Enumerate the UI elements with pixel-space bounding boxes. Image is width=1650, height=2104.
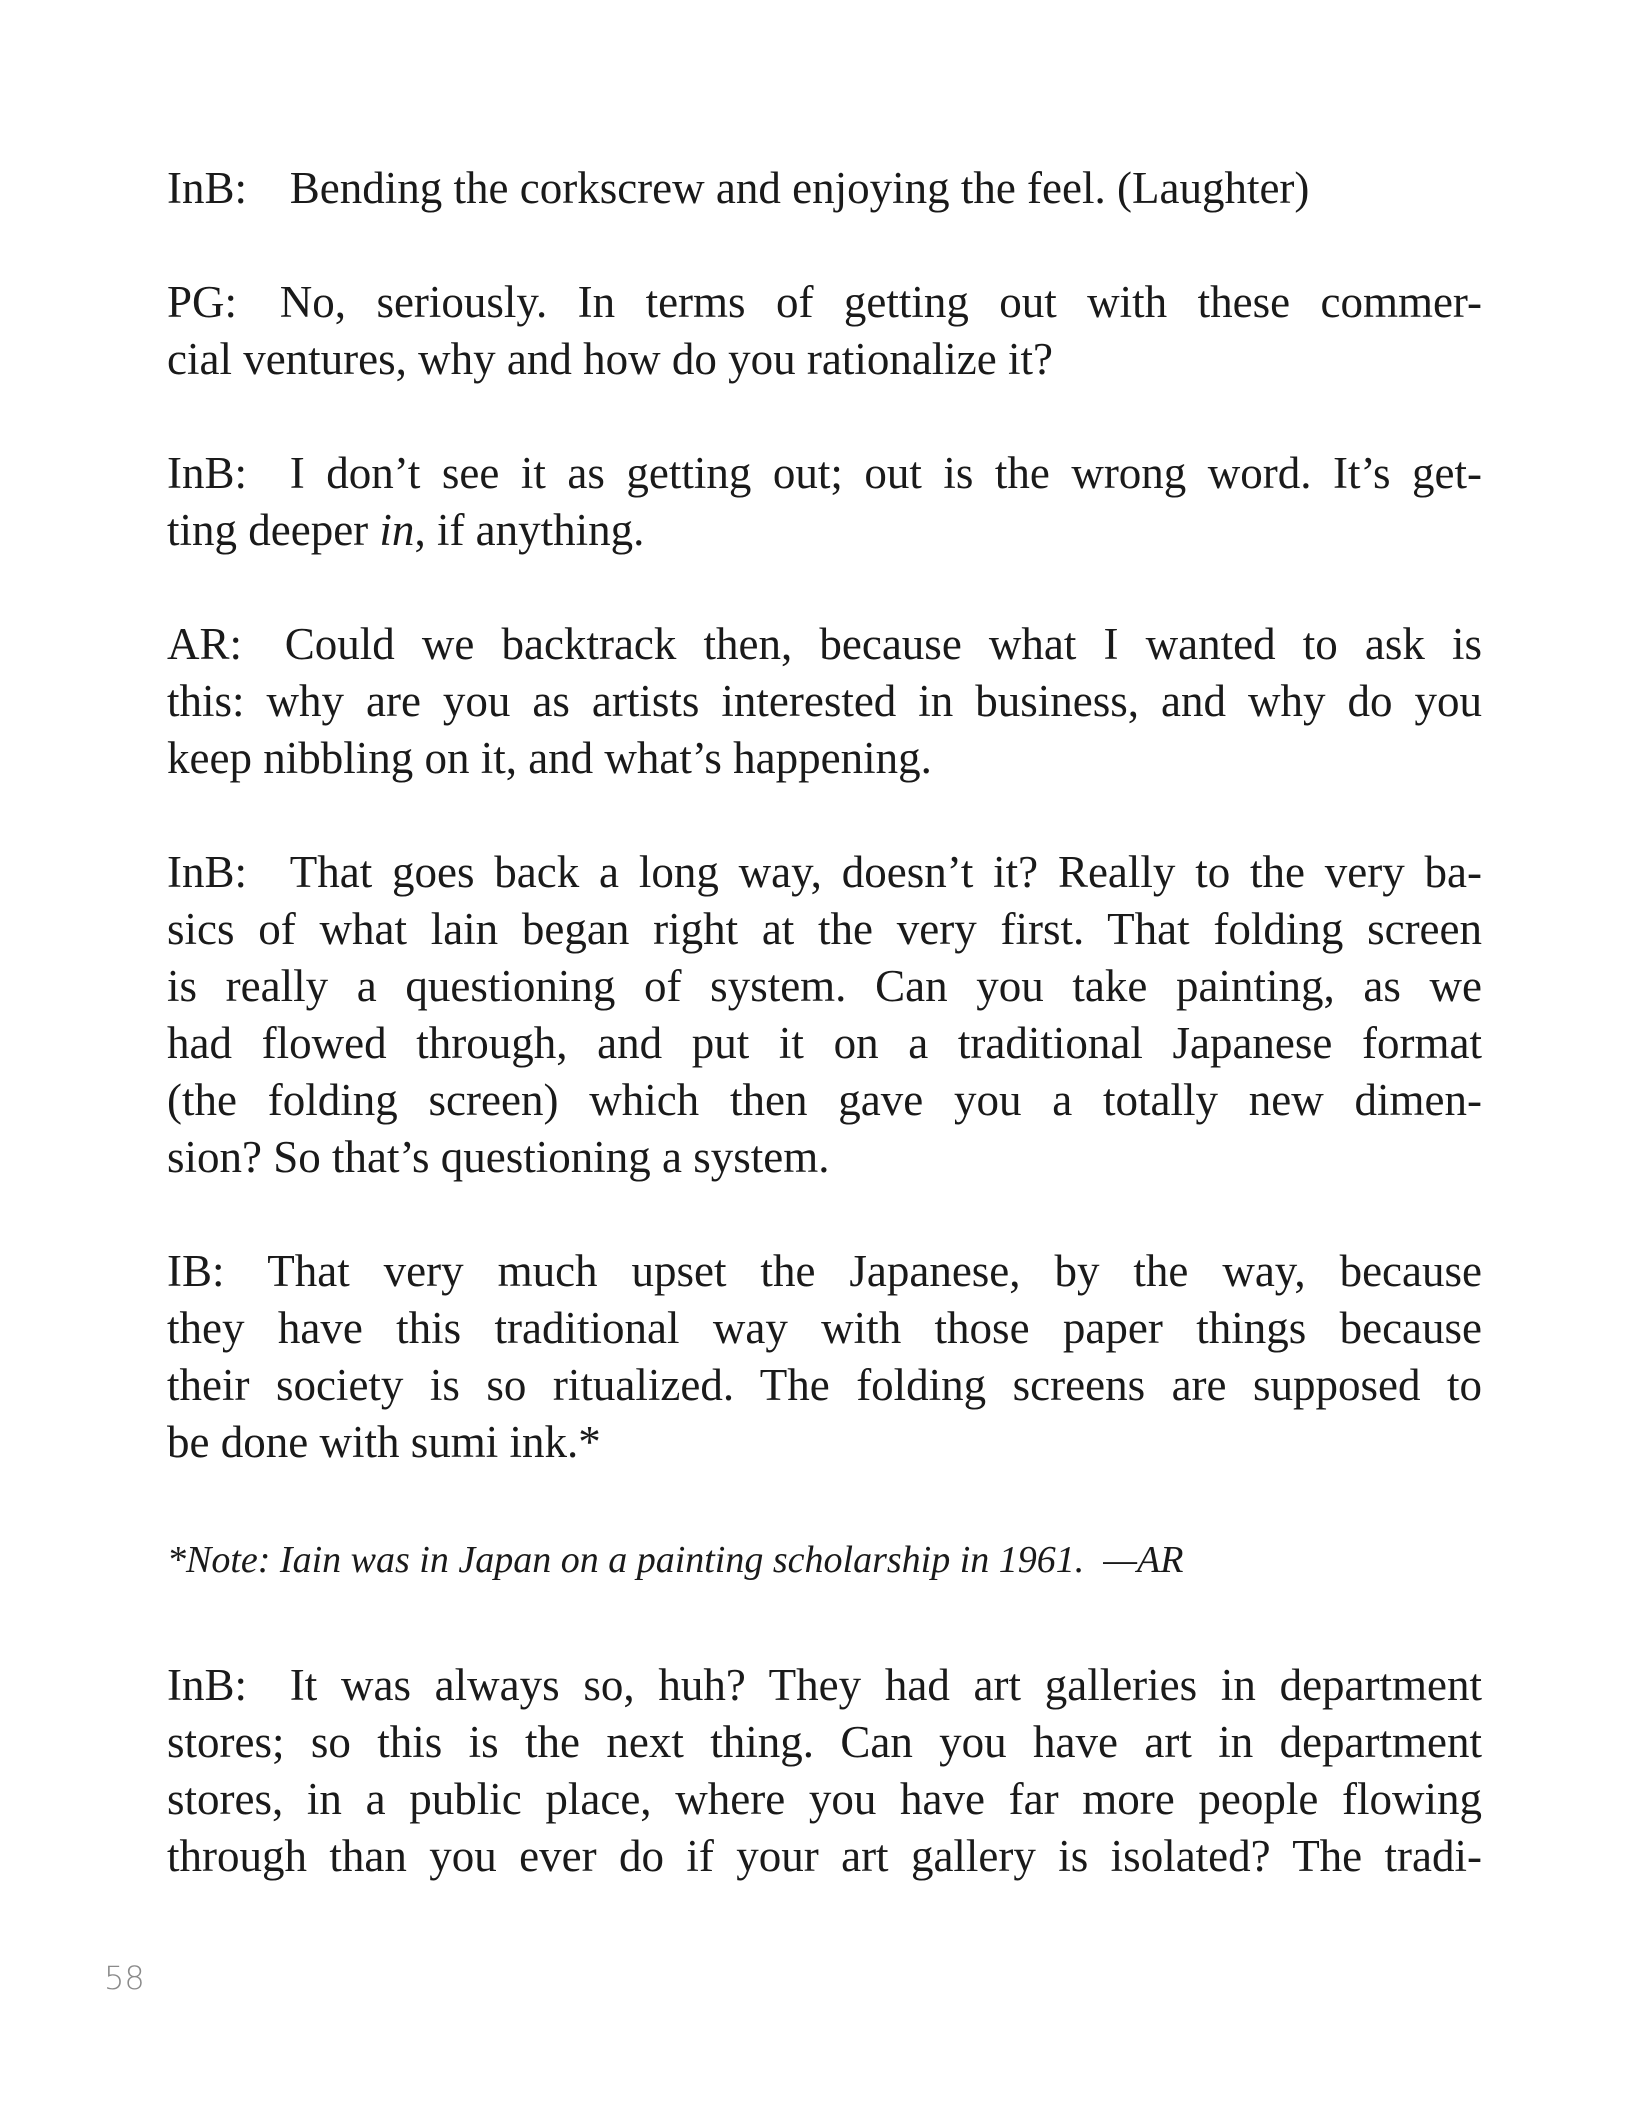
- text-line: ting deeper in, if anything.: [167, 505, 645, 555]
- text-line: sics of what lain began right at the very first. That folding screen: [167, 904, 1482, 954]
- transcript-paragraph: [167, 616, 1482, 787]
- text-line: this: why are you as artists interested in business, and why do you: [167, 676, 1482, 726]
- text-line: (the folding screen) which then gave you a totally new dimen-: [167, 1075, 1482, 1125]
- text-line: had flowed through, and put it on a traditional Japanese format: [167, 1018, 1482, 1068]
- text-line: stores, in a public place, where you have far more people flowing: [167, 1774, 1482, 1824]
- text-line: be done with sumi ink.*: [167, 1417, 601, 1467]
- emphasis: in: [379, 505, 415, 555]
- text-line: sion? So that’s questioning a system.: [167, 1132, 830, 1182]
- footnote: *Note: Iain was in Japan on a painting scholarship in 1961. —AR: [167, 1539, 1184, 1581]
- text-line: their society is so ritualized. The folding screens are supposed to: [167, 1360, 1482, 1410]
- text-line: cial ventures, why and how do you rationalize it?: [167, 334, 1053, 384]
- speaker-label: InB:: [167, 448, 248, 498]
- speaker-label: InB:: [167, 163, 248, 213]
- text-line: stores; so this is the next thing. Can you have art in department: [167, 1717, 1482, 1767]
- text-line: keep nibbling on it, and what’s happening.: [167, 733, 932, 783]
- transcript-paragraph: [167, 1657, 1482, 1885]
- text-line: InB: I don’t see it as getting out; out is the wrong word. It’s get-: [167, 445, 1482, 502]
- text-line: InB: Bending the corkscrew and enjoying the feel. (Laughter): [167, 160, 1482, 217]
- text-line: they have this traditional way with those paper things because: [167, 1303, 1482, 1353]
- transcript-paragraph: [167, 844, 1482, 1186]
- transcript-paragraph: [167, 160, 1482, 217]
- speaker-label: InB:: [167, 847, 248, 897]
- transcript-paragraph: [167, 445, 1482, 559]
- text-line: PG: No, seriously. In terms of getting out with these commer-: [167, 274, 1482, 331]
- speaker-label: InB:: [167, 1660, 248, 1710]
- transcript-paragraph: [167, 274, 1482, 388]
- text-line: is really a questioning of system. Can you take painting, as we: [167, 961, 1482, 1011]
- page-number: 58: [104, 1959, 145, 1997]
- text-line: InB: That goes back a long way, doesn’t it? Really to the very ba-: [167, 844, 1482, 901]
- transcript-paragraph: [167, 1243, 1482, 1471]
- speaker-label: IB:: [167, 1246, 225, 1296]
- speaker-label: PG:: [167, 277, 238, 327]
- text-line: IB: That very much upset the Japanese, by the way, because: [167, 1243, 1482, 1300]
- speaker-label: AR:: [167, 619, 243, 669]
- text-line: AR: Could we backtrack then, because what I wanted to ask is: [167, 616, 1482, 673]
- text-line: through than you ever do if your art gallery is isolated? The tradi-: [167, 1831, 1482, 1881]
- text-line: InB: It was always so, huh? They had art galleries in department: [167, 1657, 1482, 1714]
